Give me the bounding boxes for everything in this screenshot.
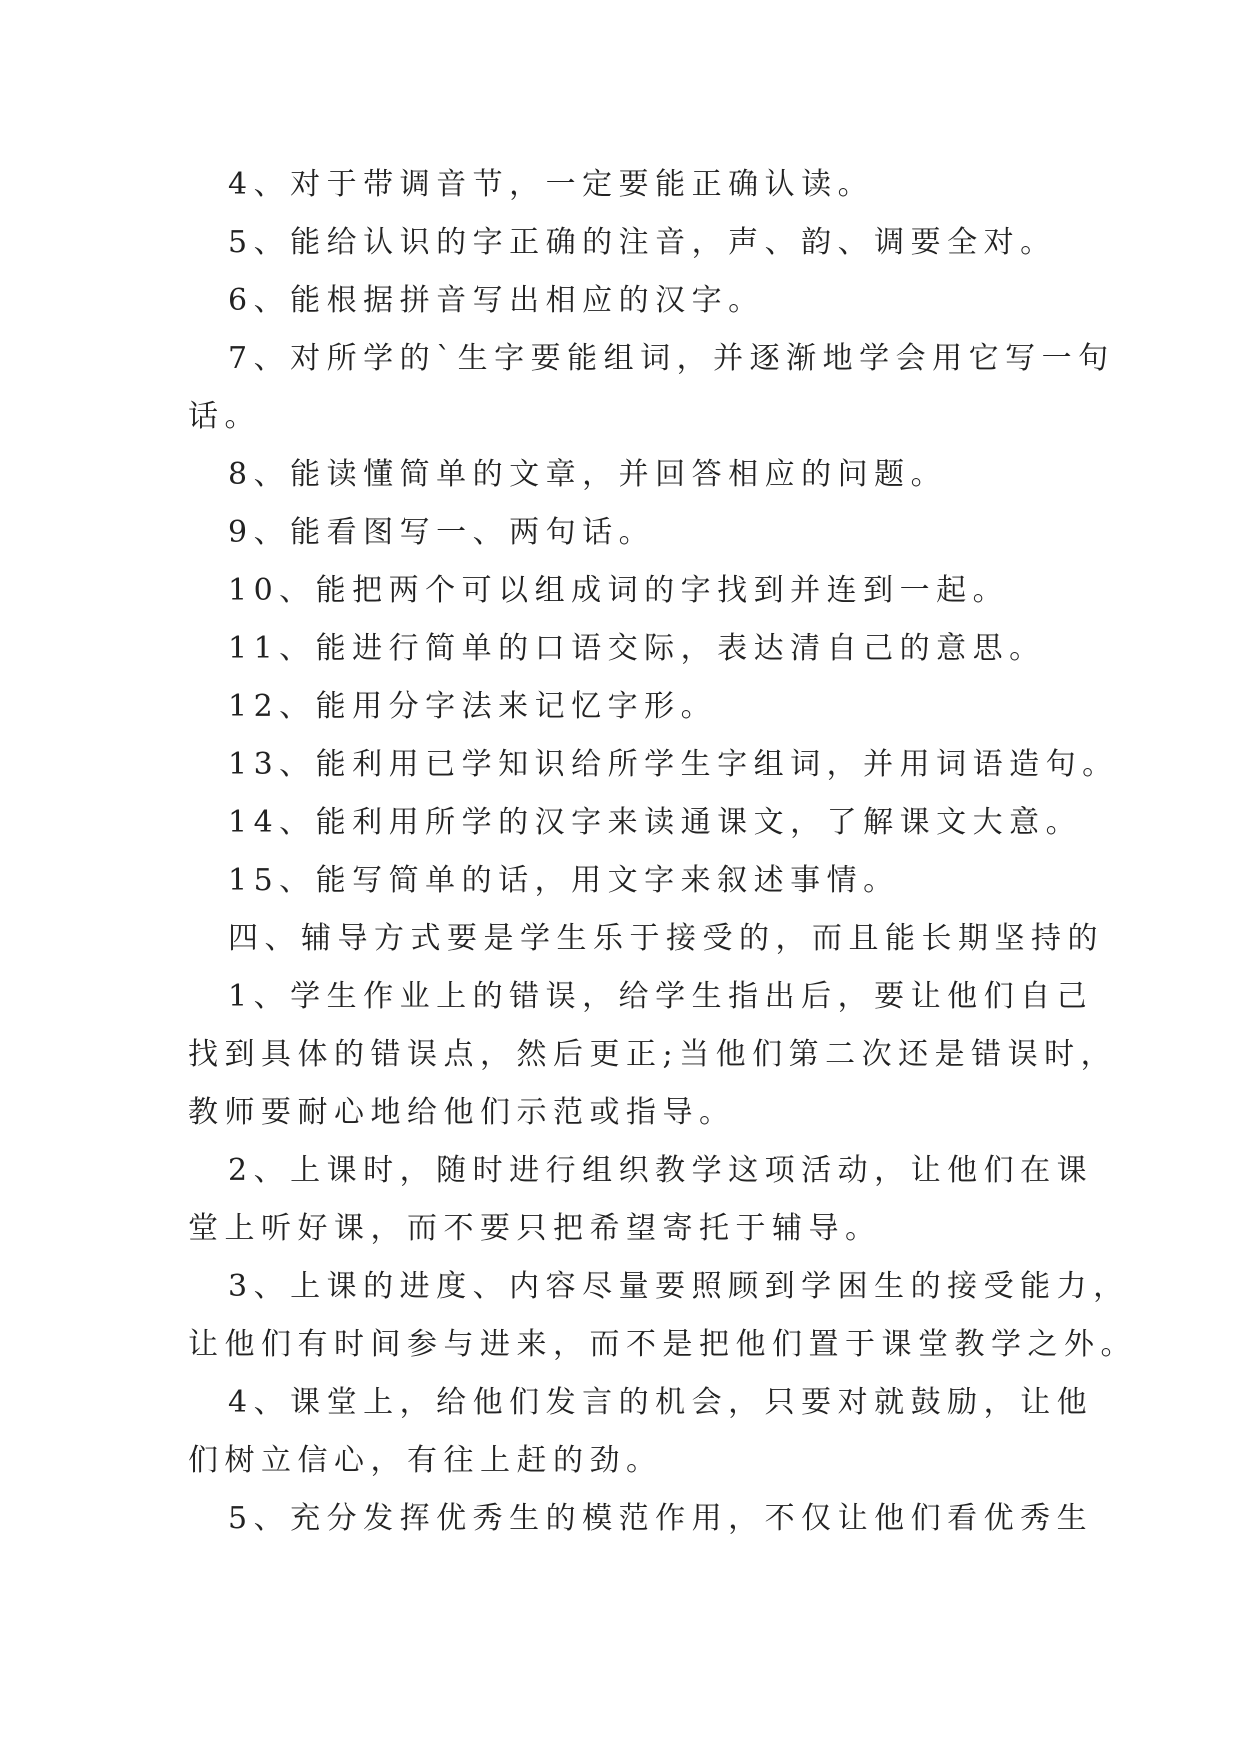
text-line: 10、能把两个可以组成词的字找到并连到一起。 xyxy=(228,573,1010,608)
text-line: 6、能根据拼音写出相应的汉字。 xyxy=(228,283,765,318)
text-line: 们树立信心，有往上赶的劲。 xyxy=(188,1443,663,1478)
text-line: 13、能利用已学知识给所学生字组词，并用词语造句。 xyxy=(228,747,1119,782)
text-line: 12、能用分字法来记忆字形。 xyxy=(228,689,718,724)
text-line: 堂上听好课，而不要只把希望寄托于辅导。 xyxy=(188,1211,882,1246)
text-line: 5、能给认识的字正确的注音，声、韵、调要全对。 xyxy=(228,225,1057,260)
text-line: 2、上课时，随时进行组织教学这项活动，让他们在课 xyxy=(228,1153,1094,1188)
text-line: 1、学生作业上的错误，给学生指出后，要让他们自己 xyxy=(228,979,1094,1014)
text-line: 找到具体的错误点，然后更正;当他们第二次还是错误时， xyxy=(188,1037,1118,1072)
text-line: 3、上课的进度、内容尽量要照顾到学困生的接受能力， xyxy=(228,1269,1130,1304)
text-line: 7、对所学的`生字要能组词，并逐渐地学会用它写一句 xyxy=(228,341,1115,376)
text-line: 11、能进行简单的口语交际，表达清自己的意思。 xyxy=(228,631,1046,666)
text-line: 14、能利用所学的汉字来读通课文，了解课文大意。 xyxy=(228,805,1083,840)
text-line: 让他们有时间参与进来，而不是把他们置于课堂教学之外。 xyxy=(188,1327,1137,1362)
text-line: 教师要耐心地给他们示范或指导。 xyxy=(188,1095,736,1130)
text-line: 话。 xyxy=(188,399,261,434)
text-line: 9、能看图写一、两句话。 xyxy=(228,515,656,550)
text-line: 4、课堂上，给他们发言的机会，只要对就鼓励，让他 xyxy=(228,1385,1094,1420)
text-line: 4、对于带调音节，一定要能正确认读。 xyxy=(228,167,875,202)
text-line: 15、能写简单的话，用文字来叙述事情。 xyxy=(228,863,900,898)
text-line: 8、能读懂简单的文章，并回答相应的问题。 xyxy=(228,457,948,492)
section-heading: 四、辅导方式要是学生乐于接受的，而且能长期坚持的 xyxy=(228,921,1104,956)
text-line: 5、充分发挥优秀生的模范作用，不仅让他们看优秀生 xyxy=(228,1501,1094,1536)
